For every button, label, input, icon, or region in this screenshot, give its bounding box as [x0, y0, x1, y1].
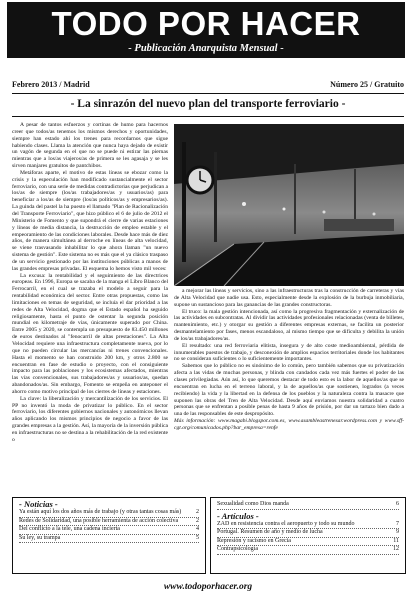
more-info: Más información: www.magabi.blogspot.com.es, www.asambleastrenesar.wordpress.com y www.sff-cgt.org/comunicados.php?bar_empresa=renfe	[174, 418, 404, 431]
toc-item[interactable]: ZAD en resistencia contra el aeropuerto y todo su mundo 7	[217, 521, 399, 530]
toc-item[interactable]: Ya están aquí los dos años más de trabajo (y otras tantas cosas más) 2	[19, 509, 199, 518]
article-headline: - La sinrazón del nuevo plan del transporte ferroviario -	[70, 98, 346, 110]
table-of-contents	[12, 497, 404, 572]
paragraph: La excusa: la rentabilidad y el seguimiento de las directrices europeas. En 1996, Europa se sacaba de la manga el Libro Blanco del Ferrocarril, en el cual se trazaba el modelo a seguir para la rentabilidad económica del sector. Entre otras propuestas, como las limitaciones en temas de seguridad, se incluía el dar prioridad a las redes de Alta Velocidad, dogma que el Estado español ha seguido religiosamente, hasta el punto de ostentar la segunda posición mundial en kilometraje de vías, únicamente superado por China. Entre 2005 y 2020, se contempla un presupuesto de 83.450 millones de euros destinados al "fenocarril de altas prestaciones". La Alta Velocidad requiere una infraestructura completamente nueva, por lo que no pueden circular las mercancías ni trenes convencionales. Hasta el momento se han construido 200 km, y otros 2.800 se encuentran en fase de estudio o proyecto, con el consiguiente impacto para las poblaciones y los ecosistemas afectados, mientras las vías convencionales, sus trabajadores/as y usuarios/as, quedan abandonados/as. Sin embargo, Fomento se empeña en anteponer el ahorro como motivo principal de los cierres de líneas y estaciones.	[12, 272, 168, 395]
website-footer[interactable]: www.todoporhacer.org	[163, 582, 253, 592]
paragraph: Metáforas aparte, el motivo de estas líneas se ebozar como la crisis y la especulación han modificado sustancialmente el sector ferroviario, con una serie de medidas contradictorias que perjudican a los/as de siempre (los/as trabajadores/as y usuarios/as) para beneficiar a los/as de siempre (los/as políticos/as y empresarios/as). La guinda del pastel la ha puesto el llamado "Plan de Racionalización del Transporte Ferroviario", que hizo público el 6 de julio de 2012 el Ministerio de Fomento y que supondrá el cierre de varias estaciones y líneas de media distancia, la destrucción de empleo estable y el empeoramiento de las condiciones laborales. Desde hace más de diez años, de manera simultánea al derroche en líneas de alta velocidad, se viene trasvasando inhabilitar lo que ahora llaman "un nuevo sistema de gestión". Este sistema no es más que el ya clásico traspaso de un servicio gestionado por las instituciones públicas a manos de las grandes empresas privadas. El esquema lo hemos visto mil veces:	[12, 169, 168, 272]
paragraph: La clave: la liberalización y mercantilización de los servicios. El PP no inventó la moda de privatizar lo público. En el sector ferroviario, los diferentes gobiernos nacionales y autonómicos llevan años aplicando los mismos principios de negocio a favor de las grandes empresas a la gestión. Así, la mayoría de la inversión pública en infraestructuras no se destina a la rehabilitación de la red existente o	[12, 395, 168, 443]
toc-item[interactable]: Su ley, su trampa 5	[19, 535, 199, 544]
top-rule	[12, 93, 404, 94]
paragraph: Sabemos que lo público no es sinónimo de lo común, pero también sabemos que su privatización afecta a las vidas de muchas personas, y blinda con candados cada vez más fuertes el poder de las clases privilegiadas. Aún así, lo que queremos destacar de todo esto es la labor de aquellos/as que se encuentran en lucha en el terreno laboral, y la de aquellos/as que sostienen, logrados (a veces recibiendo) la vida y la libertad en la defensa de los pueblos y la naturaleza contra la masacre que suponen las obras del Tren de Alta Velocidad. Desde aquí enviamos nuestra solidaridad a cuatro personas que se enfrentan a posible penas de hasta 9 años de prisión, por dar un tartazo bien dado a una de las responsables de este despropósito.	[174, 363, 404, 418]
newspaper-subtitle: - Publicación Anarquista Mensual -	[128, 43, 284, 54]
toc-item[interactable]: Contrapsicología 12	[217, 546, 399, 555]
toc-item[interactable]: Represión y racismo en Grecia 11	[217, 538, 399, 547]
issue-info	[12, 80, 404, 92]
toc-item[interactable]: Portugal. Resumen de año y medio de lucha 9	[217, 529, 399, 538]
toc-item[interactable]: Del conflicto a la tele, una cadena incierta 4	[19, 526, 199, 535]
notices-title: - Noticias -	[19, 499, 58, 509]
paragraph: El resultado: una red ferroviaria elitista, insegura y de alto coste medioambiental, pérdida de innumerables puestos de trabajo, y desconexión de amplios espacios territoriales donde los habitantes no se consideran suficientes o lo suficientemente importantes.	[174, 342, 404, 363]
paragraph: El truco: la mala gestión intencionada, así como la progresiva fragmentación y externalización de las actividades en subcontratas. Al dividir las actividades profesionales relacionadas (venta de billetes, mantenimiento, etc.) y otorgar su gestión a diferentes empresas externas, se facilita un posterior desmantelamiento por fases, menos escandaloso, al mismo tiempo que se dificulta y debilita la unión de los/as trabajadores/as.	[174, 308, 404, 342]
headline-rule	[12, 116, 404, 117]
article-left-column	[12, 122, 168, 494]
paragraph: a mejorar las líneas y servicios, sino a las infraestructuras tras la construcción de carreteras y vías de Alta Velocidad que nadie usa. Esto, especialmente desde la explosión de la burbuja inmobiliaria, supone un sustancioso para las ganancias de las grandes constructoras.	[174, 288, 404, 308]
issue-number: Número 25 / Gratuito	[330, 80, 404, 89]
issue-date: Febrero 2013 / Madrid	[12, 80, 90, 89]
notices-box	[12, 497, 206, 574]
masthead	[7, 2, 405, 58]
articles-title: - Artículos -	[217, 510, 259, 521]
articles-box	[210, 497, 406, 574]
toc-item[interactable]: Redes de Solidaridad, una posible herramienta de acción colectiva 2	[19, 518, 199, 527]
newspaper-title: TODO POR HACER	[51, 5, 361, 42]
train-station-photo	[174, 124, 404, 286]
paragraph: A pesar de tantos esfuerzos y cortinas de humo para hacernos creer que todos/as tenemos los mismos derechos y oportunidades, siempre han estado ahí los trenes para recordarnos que sigue habiendo clases. Llama la atención que nunca haya dejado de existir un vagón de segunda en el que no se puede ni estirar las piernas mientras que a los/as viajeros/as de primera se les agasaja y se les sirven manjares gratuitos de pantchibos.	[12, 122, 168, 170]
article-right-column	[174, 288, 404, 494]
toc-item[interactable]: Sexualidad como Dios manda 6	[217, 501, 399, 510]
